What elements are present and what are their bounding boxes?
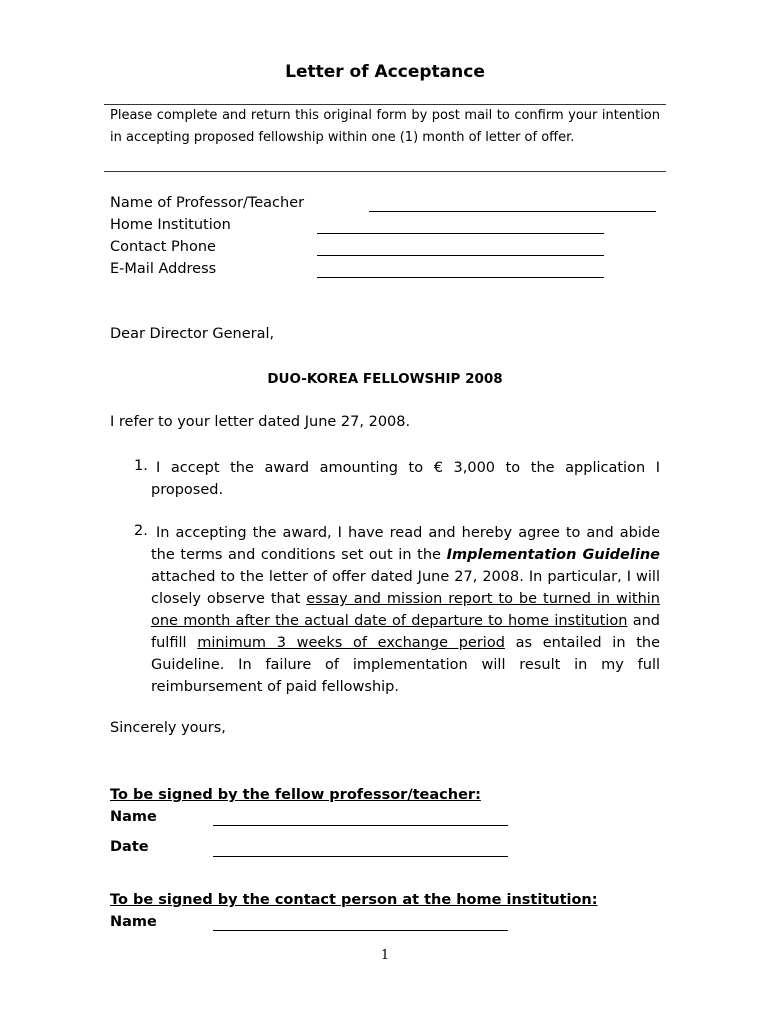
field-label-professor: Name of Professor/Teacher [110,195,305,211]
field-label-phone: Contact Phone [110,239,216,255]
contact-signature-heading: To be signed by the contact person at the home institution: [110,892,598,908]
field-label-email: E-Mail Address [110,261,217,277]
intro-text: Please complete and return this original form by post mail to confirm your intention in accepting proposed fellowship within one (1) month of letter of offer. [110,108,660,145]
field-line-phone[interactable] [317,255,604,256]
fellowship-heading: DUO-KOREA FELLOWSHIP 2008 [267,371,503,387]
report-requirement: essay and mission report to be turned in within one month after the actual date of departure to home institution [151,591,660,629]
bottom-divider [104,171,666,172]
greeting: Dear Director General, [110,326,275,342]
exchange-requirement: minimum 3 weeks of exchange period [197,635,505,651]
item2-text-1: In accepting the award, I have read and hereby agree to and abide the terms and conditions set out in the [151,525,660,563]
field-line-email[interactable] [317,277,604,278]
fellow-name-label: Name [110,809,157,825]
guideline-emphasis: Implementation Guideline [446,547,660,563]
fellow-date-label: Date [110,839,149,855]
page-title: Letter of Acceptance [285,62,485,82]
list-item-2 [151,522,660,698]
item2-text-2: attached to the letter of offer dated June 27, 2008. In particular, I will closely observe that [151,569,660,607]
list-item-1: I accept the award amounting to € 3,000 to the application I proposed. [151,460,660,498]
field-line-institution[interactable] [317,233,604,234]
fellow-signature-heading: To be signed by the fellow professor/teacher: [110,787,481,803]
field-label-institution: Home Institution [110,217,231,233]
list-number-1: 1. [134,458,148,474]
reference-line: I refer to your letter dated June 27, 2008. [110,414,411,430]
closing: Sincerely yours, [110,720,226,736]
contact-name-label: Name [110,914,157,930]
fellow-name-line[interactable] [213,825,508,826]
page-number: 1 [380,948,390,963]
contact-name-line[interactable] [213,930,508,931]
field-line-professor[interactable] [369,211,656,212]
fellow-date-line[interactable] [213,856,508,857]
list-number-2: 2. [134,523,148,539]
item2-text-3: and fulfill [151,613,661,651]
item2-text-4: as entailed in the Guideline. In failure of implementation will result in my full reimbursement of paid fellowship. [151,635,660,695]
